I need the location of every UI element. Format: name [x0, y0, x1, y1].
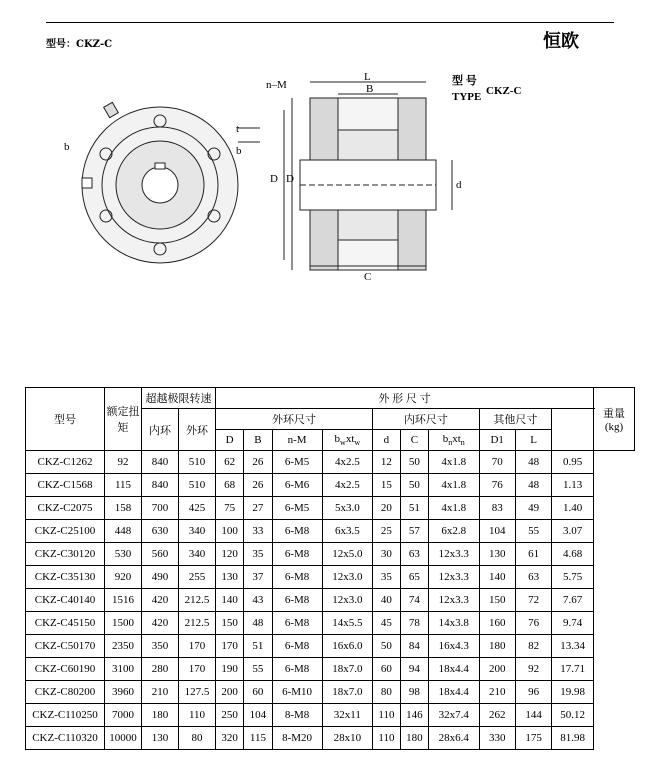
col-torque: 额定扭矩 — [105, 388, 142, 451]
table-cell: 17.71 — [552, 658, 594, 681]
table-cell: 12x3.3 — [429, 566, 480, 589]
brand-name: 恒欧 — [543, 31, 579, 52]
table-cell: 560 — [142, 543, 179, 566]
table-cell: CKZ-C50170 — [26, 635, 105, 658]
table-cell: 65 — [400, 566, 428, 589]
table-cell: 14x5.5 — [322, 612, 373, 635]
table-cell: 43 — [244, 589, 272, 612]
table-cell: 330 — [479, 727, 515, 750]
spec-table — [25, 387, 635, 750]
table-cell: 340 — [179, 520, 216, 543]
table-cell: 48 — [515, 451, 551, 474]
type-value: CKZ-C — [486, 85, 522, 97]
table-cell: 170 — [216, 635, 244, 658]
table-cell: 15 — [373, 474, 401, 497]
table-cell: 32x7.4 — [429, 704, 480, 727]
table-cell: 14x3.8 — [429, 612, 480, 635]
table-cell: 12x3.3 — [429, 589, 480, 612]
table-cell: 130 — [142, 727, 179, 750]
table-cell: 98 — [400, 681, 428, 704]
table-cell: 12 — [373, 451, 401, 474]
table-cell: 104 — [244, 704, 272, 727]
table-cell: 49 — [515, 497, 551, 520]
table-cell: 7.67 — [552, 589, 594, 612]
table-cell: 127.5 — [179, 681, 216, 704]
nm-label: n–M — [266, 79, 287, 91]
table-cell: 37 — [244, 566, 272, 589]
tn-label: t — [236, 123, 240, 135]
table-cell: 50 — [400, 451, 428, 474]
table-cell: 76 — [479, 474, 515, 497]
table-cell: 18x7.0 — [322, 681, 373, 704]
table-cell: 320 — [216, 727, 244, 750]
table-cell: 26 — [244, 451, 272, 474]
table-cell: 10000 — [105, 727, 142, 750]
col-weight: 重量(kg) — [594, 388, 635, 451]
table-cell: 55 — [515, 520, 551, 543]
table-cell: 28x6.4 — [429, 727, 480, 750]
col-model: 型号 — [26, 388, 105, 451]
table-row — [26, 520, 635, 543]
table-cell: 92 — [105, 451, 142, 474]
table-cell: 150 — [479, 589, 515, 612]
table-cell: 4x1.8 — [429, 497, 480, 520]
table-cell: 76 — [515, 612, 551, 635]
table-cell: 146 — [400, 704, 428, 727]
table-cell: 4x2.5 — [322, 474, 373, 497]
table-cell: 33 — [244, 520, 272, 543]
table-cell: 12x3.0 — [322, 589, 373, 612]
table-cell: 12x3.3 — [429, 543, 480, 566]
table-cell: 12x5.0 — [322, 543, 373, 566]
table-cell: 200 — [479, 658, 515, 681]
table-cell: 96 — [515, 681, 551, 704]
table-cell: 6-M8 — [272, 589, 322, 612]
table-cell: 190 — [216, 658, 244, 681]
table-cell: CKZ-C60190 — [26, 658, 105, 681]
d-inner-label: d — [456, 179, 462, 191]
col-bwxtw: $b_wxt_w$ — [322, 430, 373, 451]
table-row — [26, 474, 635, 497]
table-row — [26, 497, 635, 520]
col-nm: n-M — [272, 430, 322, 451]
table-cell: 30 — [373, 543, 401, 566]
table-cell: CKZ-C1262 — [26, 451, 105, 474]
table-cell: 1.13 — [552, 474, 594, 497]
table-cell: 7000 — [105, 704, 142, 727]
d1-label: D — [270, 173, 278, 185]
table-cell: 57 — [400, 520, 428, 543]
table-cell: CKZ-C45150 — [26, 612, 105, 635]
table-cell: 63 — [400, 543, 428, 566]
table-row — [26, 451, 635, 474]
table-row — [26, 635, 635, 658]
table-cell: 70 — [479, 451, 515, 474]
table-cell: 490 — [142, 566, 179, 589]
header-rule — [46, 22, 614, 23]
table-cell: 35 — [244, 543, 272, 566]
c-label: C — [364, 271, 372, 283]
table-cell: 12x3.0 — [322, 566, 373, 589]
bn-label: b — [236, 145, 242, 157]
table-cell: 175 — [515, 727, 551, 750]
table-cell: 6-M8 — [272, 658, 322, 681]
table-cell: 425 — [179, 497, 216, 520]
table-cell: 212.5 — [179, 612, 216, 635]
table-cell: 8-M8 — [272, 704, 322, 727]
table-row — [26, 543, 635, 566]
table-cell: 6-M8 — [272, 543, 322, 566]
table-cell: 60 — [373, 658, 401, 681]
table-cell: 4.68 — [552, 543, 594, 566]
table-row — [26, 727, 635, 750]
table-cell: 74 — [400, 589, 428, 612]
type-word: TYPE — [452, 91, 482, 103]
table-row — [26, 658, 635, 681]
table-cell: 140 — [479, 566, 515, 589]
table-cell: 80 — [373, 681, 401, 704]
table-cell: 5.75 — [552, 566, 594, 589]
table-cell: 630 — [142, 520, 179, 543]
table-cell: 84 — [400, 635, 428, 658]
table-cell: 6-M10 — [272, 681, 322, 704]
table-cell: 160 — [479, 612, 515, 635]
table-cell: 1516 — [105, 589, 142, 612]
table-cell: 200 — [216, 681, 244, 704]
table-cell: 35 — [373, 566, 401, 589]
table-cell: 18x7.0 — [322, 658, 373, 681]
col-outer-speed: 外环 — [179, 409, 216, 451]
table-cell: 170 — [179, 635, 216, 658]
table-cell: 48 — [515, 474, 551, 497]
table-cell: 210 — [142, 681, 179, 704]
table-cell: 3960 — [105, 681, 142, 704]
table-cell: 4x1.8 — [429, 451, 480, 474]
table-cell: 60 — [244, 681, 272, 704]
table-cell: 104 — [479, 520, 515, 543]
type-title: 型 号 — [452, 75, 477, 87]
col-other-dims: 其他尺寸 — [479, 409, 552, 430]
table-cell: 144 — [515, 704, 551, 727]
table-cell: 212.5 — [179, 589, 216, 612]
table-cell: 75 — [216, 497, 244, 520]
table-cell: 72 — [515, 589, 551, 612]
col-overrun: 超越极限转速 — [142, 388, 216, 409]
table-cell: 510 — [179, 451, 216, 474]
table-cell: 158 — [105, 497, 142, 520]
l-label: L — [364, 71, 371, 83]
table-cell: 6-M8 — [272, 612, 322, 635]
table-cell: 18x4.4 — [429, 681, 480, 704]
table-cell: 180 — [479, 635, 515, 658]
table-cell: 350 — [142, 635, 179, 658]
table-cell: 63 — [515, 566, 551, 589]
col-outer-dims: 外环尺寸 — [216, 409, 373, 430]
table-cell: 94 — [400, 658, 428, 681]
table-cell: 1500 — [105, 612, 142, 635]
table-row — [26, 704, 635, 727]
table-cell: 110 — [373, 704, 401, 727]
model-label: 型号：CKZ-C — [46, 39, 113, 50]
table-cell: CKZ-C25100 — [26, 520, 105, 543]
table-cell: 18x4.4 — [429, 658, 480, 681]
table-cell: 150 — [216, 612, 244, 635]
col-c: C — [400, 430, 428, 451]
table-cell: 6-M6 — [272, 474, 322, 497]
table-cell: 110 — [373, 727, 401, 750]
table-cell: 0.95 — [552, 451, 594, 474]
table-cell: 8-M20 — [272, 727, 322, 750]
col-inner-dims: 内环尺寸 — [373, 409, 479, 430]
table-cell: 50 — [400, 474, 428, 497]
table-cell: 140 — [216, 589, 244, 612]
table-cell: 6-M8 — [272, 520, 322, 543]
table-cell: 280 — [142, 658, 179, 681]
front-view — [82, 102, 260, 263]
table-cell: 92 — [515, 658, 551, 681]
table-cell: 840 — [142, 451, 179, 474]
table-cell: 68 — [216, 474, 244, 497]
table-cell: 210 — [479, 681, 515, 704]
table-cell: 920 — [105, 566, 142, 589]
table-cell: 6-M5 — [272, 497, 322, 520]
table-cell: 510 — [179, 474, 216, 497]
b-label: B — [366, 83, 374, 95]
table-cell: 20 — [373, 497, 401, 520]
table-cell: 45 — [373, 612, 401, 635]
table-cell: 115 — [244, 727, 272, 750]
table-cell: CKZ-C1568 — [26, 474, 105, 497]
table-cell: 80 — [179, 727, 216, 750]
table-cell: 100 — [216, 520, 244, 543]
table-cell: 1.40 — [552, 497, 594, 520]
col-d1: D1 — [479, 430, 515, 451]
table-cell: 530 — [105, 543, 142, 566]
table-cell: 700 — [142, 497, 179, 520]
table-cell: 78 — [400, 612, 428, 635]
table-cell: 448 — [105, 520, 142, 543]
bw-label: b — [64, 141, 70, 153]
table-cell: 9.74 — [552, 612, 594, 635]
table-cell: 82 — [515, 635, 551, 658]
side-view — [284, 82, 452, 270]
col-b: B — [244, 430, 272, 451]
technical-drawing — [60, 70, 540, 290]
table-cell: 250 — [216, 704, 244, 727]
table-cell: 26 — [244, 474, 272, 497]
table-cell: 115 — [105, 474, 142, 497]
table-cell: 2350 — [105, 635, 142, 658]
table-cell: 51 — [400, 497, 428, 520]
table-cell: 55 — [244, 658, 272, 681]
col-inner-speed: 内环 — [142, 409, 179, 451]
table-cell: 340 — [179, 543, 216, 566]
table-cell: 6-M8 — [272, 635, 322, 658]
table-cell: 6x2.8 — [429, 520, 480, 543]
table-cell: CKZ-C80200 — [26, 681, 105, 704]
table-cell: 51 — [244, 635, 272, 658]
table-cell: 61 — [515, 543, 551, 566]
table-cell: 170 — [179, 658, 216, 681]
table-row — [26, 566, 635, 589]
table-cell: 262 — [479, 704, 515, 727]
table-cell: 16x4.3 — [429, 635, 480, 658]
table-cell: 5x3.0 — [322, 497, 373, 520]
table-cell: 13.34 — [552, 635, 594, 658]
table-cell: 420 — [142, 612, 179, 635]
table-cell: 110 — [179, 704, 216, 727]
table-cell: 48 — [244, 612, 272, 635]
col-bnxtn: $b_nxt_n$ — [429, 430, 480, 451]
table-cell: 28x10 — [322, 727, 373, 750]
table-cell: 83 — [479, 497, 515, 520]
table-cell: 3100 — [105, 658, 142, 681]
table-cell: 120 — [216, 543, 244, 566]
col-dims: 外 形 尺 寸 — [216, 388, 594, 409]
table-cell: CKZ-C110320 — [26, 727, 105, 750]
table-cell: 50 — [373, 635, 401, 658]
table-cell: 16x6.0 — [322, 635, 373, 658]
table-cell: 19.98 — [552, 681, 594, 704]
table-cell: 840 — [142, 474, 179, 497]
table-cell: 130 — [216, 566, 244, 589]
table-cell: CKZ-C30120 — [26, 543, 105, 566]
table-cell: CKZ-C35130 — [26, 566, 105, 589]
table-cell: 6-M5 — [272, 451, 322, 474]
col-d-outer: D — [216, 430, 244, 451]
table-cell: 50.12 — [552, 704, 594, 727]
table-row — [26, 612, 635, 635]
table-cell: 40 — [373, 589, 401, 612]
table-cell: 3.07 — [552, 520, 594, 543]
table-cell: 6x3.5 — [322, 520, 373, 543]
table-cell: 180 — [142, 704, 179, 727]
table-cell: CKZ-C40140 — [26, 589, 105, 612]
table-cell: 180 — [400, 727, 428, 750]
table-cell: 420 — [142, 589, 179, 612]
d-outer-label: D — [286, 173, 294, 185]
table-cell: 4x1.8 — [429, 474, 480, 497]
table-cell: CKZ-C2075 — [26, 497, 105, 520]
table-cell: 27 — [244, 497, 272, 520]
table-cell: CKZ-C110250 — [26, 704, 105, 727]
table-cell: 4x2.5 — [322, 451, 373, 474]
col-l: L — [515, 430, 551, 451]
table-cell: 255 — [179, 566, 216, 589]
table-row — [26, 589, 635, 612]
table-cell: 32x11 — [322, 704, 373, 727]
table-cell: 6-M8 — [272, 566, 322, 589]
table-cell: 130 — [479, 543, 515, 566]
table-cell: 62 — [216, 451, 244, 474]
table-row — [26, 681, 635, 704]
table-cell: 25 — [373, 520, 401, 543]
col-d-inner: d — [373, 430, 401, 451]
table-cell: 81.98 — [552, 727, 594, 750]
